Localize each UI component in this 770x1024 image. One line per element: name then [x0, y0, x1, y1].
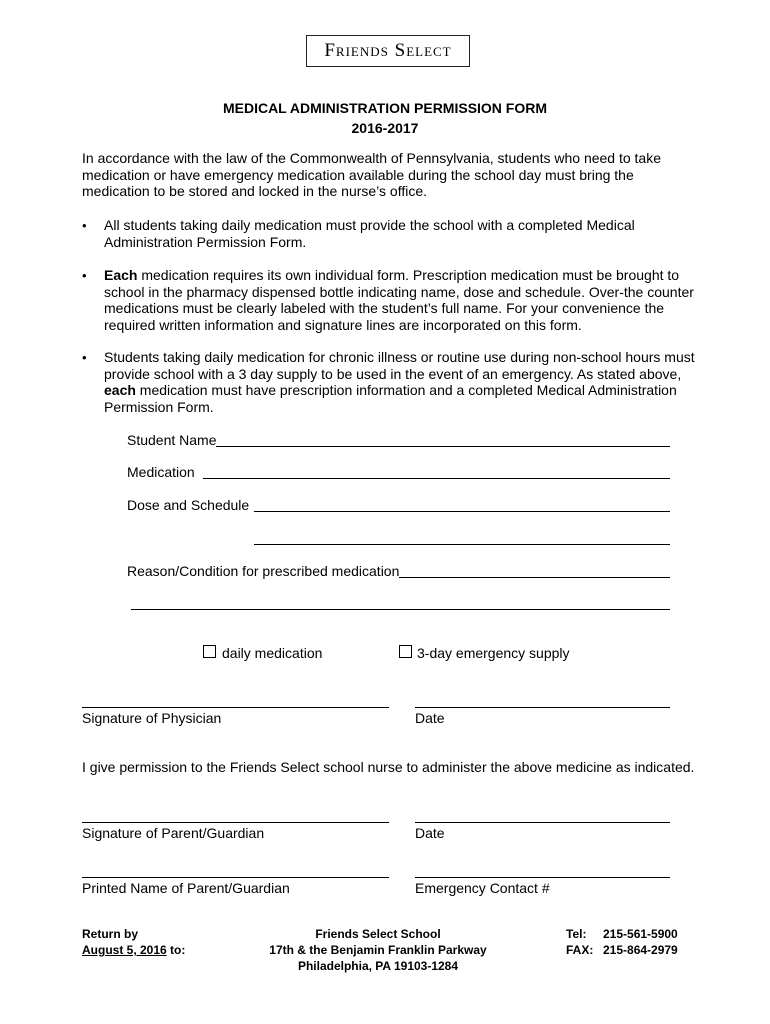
school-logo: Friends Select — [306, 35, 470, 67]
bullet-marker: • — [82, 218, 87, 233]
intro-paragraph: In accordance with the law of the Commonwealth of Pennsylvania, students who need to take medication or have emergency medication available during the school day must bring the medication to be stored and locked in the nurse’s office. — [82, 150, 662, 199]
address-line-2: Philadelphia, PA 19103-1284 — [297, 959, 459, 973]
tel-number: 215-561-5900 — [603, 927, 678, 941]
bullet-2-body: medication requires its own individual form. Prescription medication must be brought to school in the pharmacy dispensed bottle indicating name, dose and schedule. Over-the counter medications must be clearly labeled with the student’s full name. For your convenience the required written information and signature lines are incorporated on this form. — [104, 267, 694, 333]
printed-name-field[interactable] — [82, 877, 389, 878]
form-title: MEDICAL ADMINISTRATION PERMISSION FORM — [222, 100, 548, 116]
return-to: to: — [166, 943, 186, 957]
emergency-contact-field[interactable] — [415, 877, 670, 878]
return-block — [82, 926, 185, 958]
parent-signature-field[interactable] — [82, 822, 389, 823]
daily-medication-label: daily medication — [222, 645, 323, 661]
parent-signature-label: Signature of Parent/Guardian — [82, 825, 265, 841]
parent-date-field[interactable] — [415, 822, 670, 823]
dose-schedule-field-line-2[interactable] — [254, 544, 670, 545]
return-date-line — [82, 942, 185, 958]
school-name: Friends Select School — [315, 927, 441, 941]
bullet-3-text — [104, 349, 704, 415]
fax-label: FAX: — [566, 943, 594, 957]
printed-name-label: Printed Name of Parent/Guardian — [82, 880, 290, 896]
dose-schedule-label: Dose and Schedule — [127, 497, 250, 513]
student-name-field[interactable] — [216, 446, 670, 447]
medication-field[interactable] — [203, 478, 670, 479]
student-name-label: Student Name — [127, 432, 217, 448]
contact-block — [566, 926, 678, 958]
reason-label: Reason/Condition for prescribed medication — [127, 563, 400, 579]
return-date: August 5, 2016 — [82, 943, 167, 957]
emergency-supply-label: 3-day emergency supply — [417, 645, 570, 661]
dose-schedule-field[interactable] — [254, 511, 670, 512]
medication-label: Medication — [127, 464, 195, 480]
physician-signature-field[interactable] — [82, 707, 389, 708]
physician-date-field[interactable] — [415, 707, 670, 708]
bullet-marker: • — [82, 268, 87, 283]
bullet-2-lead: Each — [104, 267, 138, 283]
fax-line — [566, 942, 678, 958]
permission-statement: I give permission to the Friends Select school nurse to administer the above medicine as indicated. — [82, 759, 695, 775]
school-address-block — [250, 926, 506, 974]
address-line-1: 17th & the Benjamin Franklin Parkway — [269, 943, 487, 957]
emergency-supply-checkbox[interactable] — [399, 645, 412, 658]
return-by-label: Return by — [82, 927, 139, 941]
physician-signature-label: Signature of Physician — [82, 710, 222, 726]
fax-number: 215-864-2979 — [603, 943, 678, 957]
emergency-contact-label: Emergency Contact # — [415, 880, 550, 896]
bullet-3-lead: each — [104, 382, 136, 398]
physician-date-label: Date — [415, 710, 445, 726]
form-year: 2016-2017 — [351, 120, 419, 136]
bullet-3-part-a: Students taking daily medication for chronic illness or routine use during non-school hours must provide school with a 3 day supply to be used in the event of an emergency. As stated above, — [104, 349, 695, 382]
daily-medication-checkbox[interactable] — [203, 645, 216, 658]
tel-label: Tel: — [566, 927, 587, 941]
reason-field-line-2[interactable] — [131, 609, 670, 610]
reason-field[interactable] — [399, 577, 670, 578]
parent-date-label: Date — [415, 825, 445, 841]
bullet-2-text — [104, 267, 704, 333]
bullet-marker: • — [82, 350, 87, 365]
bullet-3-part-b: medication must have prescription information and a completed Medical Administration Permission Form. — [104, 382, 677, 415]
bullet-1-text: All students taking daily medication must provide the school with a completed Medical Administration Permission Form. — [104, 217, 635, 250]
tel-line — [566, 926, 678, 942]
